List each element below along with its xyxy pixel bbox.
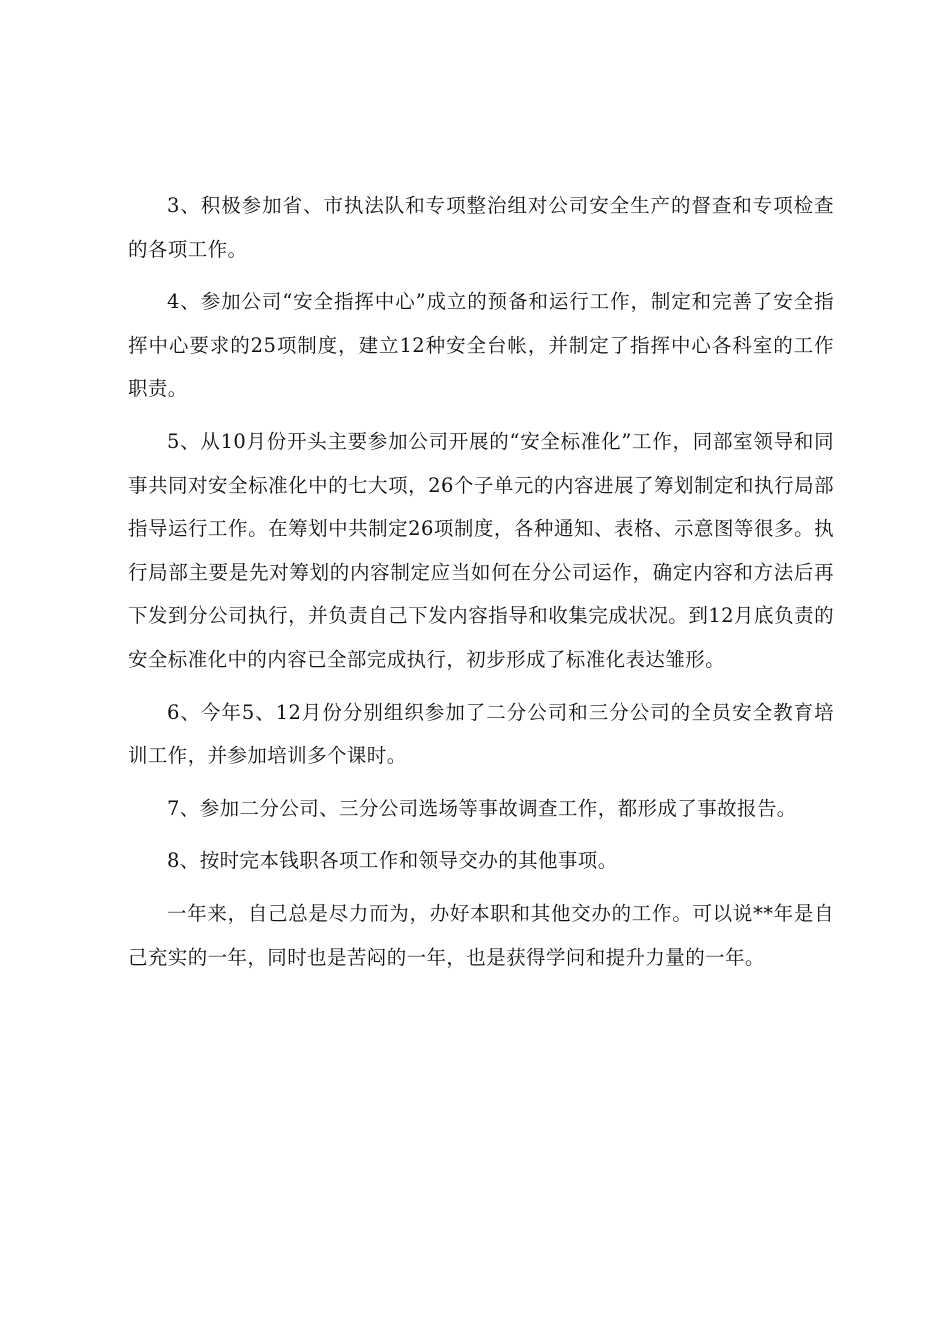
paragraph-item-5: 5、从10月份开头主要参加公司开展的“安全标准化”工作，同部室领导和同事共同对安全标准化中的七大项，26个子单元的内容进展了筹划制定和执行局部指导运行工作。在筹划中共制定26项制度，各种通知、表格、示意图等很多。执行局部主要是先对筹划的内容制定应当如何在分公司运作，确定内容和方法后再下发到分公司执行，并负责自己下发内容指导和收集完成状况。到12月底负责的安全标准化中的内容已全部完成执行，初步形成了标准化表达雏形。 — [128, 429, 834, 671]
document-body — [128, 184, 834, 979]
paragraph-item-6: 6、今年5、12月份分别组织参加了二分公司和三分公司的全员安全教育培训工作，并参加培训多个课时。 — [128, 700, 834, 768]
paragraph-item-8: 8、按时完本钱职各项工作和领导交办的其他事项。 — [167, 849, 618, 873]
paragraph-item-3: 3、积极参加省、市执法队和专项整治组对公司安全生产的督查和专项检查的各项工作。 — [128, 194, 834, 261]
paragraph-item-4: 4、参加公司“安全指挥中心”成立的预备和运行工作，制定和完善了安全指挥中心要求的25项制度，建立12种安全台帐，并制定了指挥中心各科室的工作职责。 — [128, 290, 834, 401]
paragraph-item-7: 7、参加二分公司、三分公司选场等事故调查工作，都形成了事故报告。 — [167, 796, 797, 820]
paragraph-summary: 一年来，自己总是尽力而为，办好本职和其他交办的工作。可以说**年是自己充实的一年，同时也是苦闷的一年，也是获得学问和提升力量的一年。 — [128, 901, 834, 969]
